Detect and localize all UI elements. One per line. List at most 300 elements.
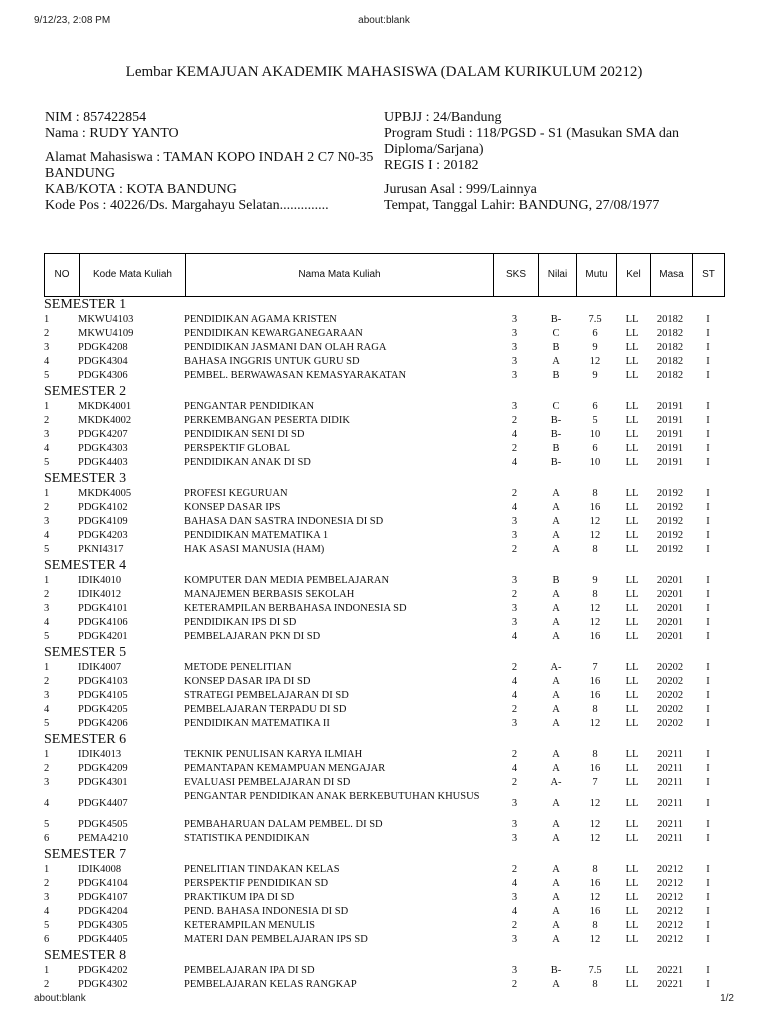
course-name: KONSEP DASAR IPA DI SD [184,676,311,687]
course-grade: A [552,704,560,715]
course-kel: LL [625,530,639,541]
course-code: PEMA4210 [78,833,129,844]
course-code: PDGK4305 [78,920,128,931]
course-name: PEMBAHARUAN DALAM PEMBEL. DI SD [184,819,383,830]
course-sks: 2 [511,488,518,499]
nama-field: Nama : RUDY YANTO [45,126,179,141]
course-grade: A [552,979,560,990]
table-row [44,313,725,327]
course-masa: 20182 [656,342,684,353]
course-masa: 20212 [656,934,684,945]
course-kel: LL [625,328,639,339]
course-status: I [706,502,710,513]
course-name: PENDIDIKAN SENI DI SD [184,429,305,440]
course-masa: 20212 [656,878,684,889]
course-kel: LL [625,718,639,729]
col-header-st: ST [692,254,724,296]
course-status: I [706,530,710,541]
course-masa: 20192 [656,530,684,541]
course-name: PERSPEKTIF GLOBAL [184,443,290,454]
kodepos-field: Kode Pos : 40226/Ds. Margahayu Selatan.............. [45,198,329,213]
table-row [44,630,725,644]
table-row [44,661,725,675]
course-mutu: 7 [592,777,598,788]
course-grade: A [552,603,560,614]
course-kel: LL [625,920,639,931]
course-code: IDIK4010 [78,575,122,586]
semester-heading: SEMESTER 3 [44,471,127,486]
course-status: I [706,690,710,701]
course-grade: A [552,934,560,945]
course-status: I [706,819,710,830]
course-grade: A [552,864,560,875]
course-mutu: 9 [592,342,598,353]
course-grade: B [552,575,560,586]
course-status: I [706,603,710,614]
course-masa: 20202 [656,662,684,673]
course-masa: 20212 [656,906,684,917]
table-row [44,863,725,877]
course-status: I [706,516,710,527]
course-masa: 20201 [656,575,684,586]
course-grade: A [552,690,560,701]
course-sks: 3 [511,328,518,339]
course-kel: LL [625,704,639,715]
course-status: I [706,718,710,729]
table-row [44,675,725,689]
course-sks: 4 [511,676,518,687]
course-code: PDGK4208 [78,342,128,353]
course-code: PDGK4306 [78,370,128,381]
course-status: I [706,676,710,687]
print-url-footer: about:blank [34,993,86,1004]
page-title: Lembar KEMAJUAN AKADEMIK MAHASISWA (DALAM KURIKULUM 20212) [125,64,643,80]
course-sks: 3 [511,401,518,412]
page-number: 1/2 [720,993,734,1004]
course-table-body [44,296,725,992]
table-row [44,501,725,515]
course-status: I [706,906,710,917]
course-sks: 4 [511,631,518,642]
table-row [44,776,725,790]
course-grade: A [552,763,560,774]
course-grade: A [552,356,560,367]
course-mutu: 8 [592,544,598,555]
course-masa: 20201 [656,617,684,628]
course-grade: A [552,749,560,760]
course-grade: A [552,589,560,600]
table-row [44,543,725,557]
course-status: I [706,488,710,499]
prodi-field: Program Studi : 118/PGSD - S1 (Masukan SMA dan Diploma/Sarjana) [384,126,680,157]
course-masa: 20182 [656,328,684,339]
course-name: BAHASA INGGRIS UNTUK GURU SD [184,356,360,367]
table-row [44,456,725,470]
course-status: I [706,443,710,454]
course-mutu: 12 [589,798,601,809]
course-status: I [706,662,710,673]
course-name: PEMBELAJARAN TERPADU DI SD [184,704,347,715]
semester-heading: SEMESTER 4 [44,558,127,573]
course-name: MANAJEMEN BERBASIS SEKOLAH [184,589,355,600]
course-grade: A [552,502,560,513]
course-code: MKDK4001 [78,401,132,412]
course-no: 5 [44,457,50,468]
course-mutu: 12 [589,892,601,903]
course-grade: A [552,676,560,687]
course-code: PDGK4102 [78,502,128,513]
course-sks: 2 [511,443,518,454]
course-kel: LL [625,589,639,600]
course-sks: 2 [511,544,518,555]
course-code: PDGK4107 [78,892,128,903]
course-code: PDGK4407 [78,798,128,809]
table-row [44,689,725,703]
course-name: TEKNIK PENULISAN KARYA ILMIAH [184,749,363,760]
course-no: 3 [44,429,50,440]
course-kel: LL [625,401,639,412]
table-row [44,602,725,616]
course-name: KOMPUTER DAN MEDIA PEMBELAJARAN [184,575,390,586]
course-kel: LL [625,798,639,809]
course-status: I [706,429,710,440]
course-mutu: 10 [589,429,601,440]
course-grade: A [552,530,560,541]
course-mutu: 12 [589,516,601,527]
course-masa: 20211 [657,819,683,830]
course-kel: LL [625,575,639,586]
course-mutu: 7 [592,662,598,673]
course-code: PDGK4405 [78,934,128,945]
course-mutu: 8 [592,749,598,760]
table-row [44,400,725,414]
print-url-header: about:blank [358,15,410,26]
course-name: KONSEP DASAR IPS [184,502,281,513]
course-sks: 3 [511,833,518,844]
course-mutu: 6 [592,443,598,454]
course-grade: A [552,488,560,499]
course-no: 4 [44,704,50,715]
alamat-field: Alamat Mahasiswa : TAMAN KOPO INDAH 2 C7 N0-35 BANDUNG [45,150,374,181]
table-row [44,428,725,442]
course-masa: 20221 [656,965,684,976]
course-status: I [706,878,710,889]
course-mutu: 12 [589,617,601,628]
course-name: PENDIDIKAN IPS DI SD [184,617,297,628]
course-kel: LL [625,342,639,353]
course-status: I [706,763,710,774]
course-code: PDGK4301 [78,777,128,788]
course-status: I [706,749,710,760]
course-grade: A- [550,662,562,673]
course-grade: A [552,718,560,729]
course-sks: 3 [511,356,518,367]
course-kel: LL [625,370,639,381]
course-masa: 20202 [656,690,684,701]
course-code: IDIK4008 [78,864,122,875]
course-status: I [706,370,710,381]
course-mutu: 16 [589,906,601,917]
course-masa: 20211 [657,798,683,809]
course-sks: 2 [511,415,518,426]
table-row [44,574,725,588]
course-name: PENGANTAR PENDIDIKAN ANAK BERKEBUTUHAN KHUSUS [184,791,480,802]
course-grade: A [552,631,560,642]
course-mutu: 12 [589,718,601,729]
course-mutu: 16 [589,763,601,774]
course-status: I [706,934,710,945]
course-mutu: 10 [589,457,601,468]
course-no: 3 [44,892,50,903]
course-name: BAHASA DAN SASTRA INDONESIA DI SD [184,516,384,527]
table-header [44,253,725,297]
course-no: 3 [44,777,50,788]
course-code: MKWU4103 [78,314,134,325]
course-masa: 20212 [656,892,684,903]
table-row [44,790,725,818]
course-sks: 2 [511,704,518,715]
course-code: PKNI4317 [78,544,124,555]
col-header-no: NO [54,269,70,280]
course-grade: B [552,342,560,353]
course-kel: LL [625,864,639,875]
semester-heading: SEMESTER 1 [44,297,127,312]
course-code: PDGK4104 [78,878,128,889]
course-kel: LL [625,488,639,499]
table-row [44,891,725,905]
upbjj-field: UPBJJ : 24/Bandung [384,110,502,125]
course-mutu: 12 [589,934,601,945]
course-no: 5 [44,920,50,931]
course-no: 5 [44,631,50,642]
table-row [44,442,725,456]
course-mutu: 8 [592,979,598,990]
student-info-left [45,110,375,214]
course-mutu: 9 [592,575,598,586]
course-sks: 3 [511,516,518,527]
course-name: PEND. BAHASA INDONESIA DI SD [184,906,349,917]
course-no: 3 [44,342,50,353]
course-masa: 20202 [656,676,684,687]
course-no: 2 [44,763,50,774]
course-masa: 20191 [656,401,684,412]
table-row [44,933,725,947]
semester-heading: SEMESTER 2 [44,384,127,399]
course-code: PDGK4505 [78,819,128,830]
course-grade: A- [550,777,562,788]
course-masa: 20201 [656,603,684,614]
course-no: 2 [44,676,50,687]
course-kel: LL [625,906,639,917]
course-masa: 20202 [656,704,684,715]
course-masa: 20211 [657,777,683,788]
course-sks: 4 [511,457,518,468]
course-status: I [706,617,710,628]
course-sks: 3 [511,819,518,830]
table-row [44,355,725,369]
course-name: EVALUASI PEMBELAJARAN DI SD [184,777,351,788]
course-name: PERKEMBANGAN PESERTA DIDIK [184,415,350,426]
course-code: PDGK4202 [78,965,128,976]
course-sks: 4 [511,763,518,774]
course-name: PENGANTAR PENDIDIKAN [184,401,315,412]
table-row [44,414,725,428]
course-name: PEMBELAJARAN KELAS RANGKAP [184,979,357,990]
course-name: PRAKTIKUM IPA DI SD [184,892,295,903]
table-row [44,919,725,933]
course-sks: 3 [511,342,518,353]
jurusan-field: Jurusan Asal : 999/Lainnya [384,182,537,197]
course-no: 3 [44,516,50,527]
table-row [44,964,725,978]
course-no: 1 [44,488,50,499]
ttl-field: Tempat, Tanggal Lahir: BANDUNG, 27/08/1977 [384,198,660,213]
course-grade: A [552,906,560,917]
course-mutu: 16 [589,878,601,889]
course-masa: 20182 [656,314,684,325]
course-sks: 3 [511,798,518,809]
course-grade: B- [550,415,562,426]
course-no: 6 [44,934,50,945]
col-header-masa: Masa [650,254,692,296]
col-header-nama: Nama Mata Kuliah [185,254,493,296]
course-name: HAK ASASI MANUSIA (HAM) [184,544,325,555]
course-status: I [706,833,710,844]
student-info-right [384,110,734,214]
course-code: PDGK4209 [78,763,128,774]
course-code: PDGK4105 [78,690,128,701]
course-mutu: 12 [589,819,601,830]
course-sks: 2 [511,777,518,788]
semester-heading: SEMESTER 6 [44,732,127,747]
course-status: I [706,892,710,903]
course-grade: B [552,370,560,381]
course-no: 5 [44,370,50,381]
course-name: STRATEGI PEMBELAJARAN DI SD [184,690,349,701]
course-code: PDGK4206 [78,718,128,729]
course-kel: LL [625,878,639,889]
semester-heading: SEMESTER 7 [44,847,127,862]
course-no: 4 [44,356,50,367]
course-no: 2 [44,589,50,600]
course-masa: 20182 [656,356,684,367]
course-no: 5 [44,718,50,729]
course-sks: 2 [511,749,518,760]
course-name: PENELITIAN TINDAKAN KELAS [184,864,340,875]
course-status: I [706,356,710,367]
course-no: 3 [44,690,50,701]
course-sks: 3 [511,530,518,541]
course-sks: 3 [511,314,518,325]
course-status: I [706,589,710,600]
course-no: 1 [44,575,50,586]
course-kel: LL [625,965,639,976]
course-sks: 2 [511,589,518,600]
course-status: I [706,704,710,715]
course-mutu: 6 [592,401,598,412]
table-row [44,877,725,891]
course-kel: LL [625,763,639,774]
course-masa: 20182 [656,370,684,381]
course-no: 2 [44,328,50,339]
course-no: 4 [44,906,50,917]
course-name: PENDIDIKAN AGAMA KRISTEN [184,314,337,325]
course-name: KETERAMPILAN BERBAHASA INDONESIA SD [184,603,407,614]
course-no: 4 [44,443,50,454]
course-sks: 4 [511,906,518,917]
course-code: PDGK4207 [78,429,128,440]
course-masa: 20192 [656,516,684,527]
course-code: PDGK4203 [78,530,128,541]
course-no: 1 [44,749,50,760]
course-sks: 4 [511,502,518,513]
course-masa: 20211 [657,749,683,760]
course-grade: B- [550,965,562,976]
course-kel: LL [625,662,639,673]
course-sks: 2 [511,979,518,990]
course-sks: 3 [511,575,518,586]
course-mutu: 9 [592,370,598,381]
course-code: PDGK4103 [78,676,128,687]
course-name: PENDIDIKAN ANAK DI SD [184,457,311,468]
course-no: 2 [44,878,50,889]
course-sks: 3 [511,603,518,614]
table-row [44,818,725,832]
table-row [44,905,725,919]
course-mutu: 8 [592,864,598,875]
course-code: PDGK4101 [78,603,128,614]
course-sks: 3 [511,370,518,381]
course-status: I [706,342,710,353]
course-status: I [706,965,710,976]
course-code: PDGK4109 [78,516,128,527]
course-masa: 20192 [656,544,684,555]
table-row [44,341,725,355]
course-no: 4 [44,530,50,541]
course-grade: B- [550,314,562,325]
course-code: PDGK4106 [78,617,128,628]
course-sks: 3 [511,718,518,729]
course-kel: LL [625,833,639,844]
course-kel: LL [625,356,639,367]
course-grade: B- [550,429,562,440]
course-kel: LL [625,892,639,903]
course-grade: A [552,544,560,555]
regis-field: REGIS I : 20182 [384,158,479,173]
col-header-nilai: Nilai [538,254,576,296]
course-mutu: 6 [592,328,598,339]
course-code: PDGK4302 [78,979,128,990]
course-no: 2 [44,415,50,426]
course-masa: 20211 [657,763,683,774]
course-mutu: 12 [589,833,601,844]
course-name: PENDIDIKAN MATEMATIKA II [184,718,330,729]
table-row [44,748,725,762]
col-header-kel: Kel [616,254,650,296]
semester-heading: SEMESTER 8 [44,948,127,963]
course-kel: LL [625,934,639,945]
print-datetime: 9/12/23, 2:08 PM [34,15,111,26]
course-kel: LL [625,979,639,990]
col-header-kode: Kode Mata Kuliah [79,254,185,296]
course-status: I [706,457,710,468]
course-masa: 20201 [656,589,684,600]
col-header-mutu: Mutu [576,254,616,296]
course-kel: LL [625,429,639,440]
course-mutu: 8 [592,488,598,499]
course-name: PERSPEKTIF PENDIDIKAN SD [184,878,329,889]
course-no: 1 [44,314,50,325]
